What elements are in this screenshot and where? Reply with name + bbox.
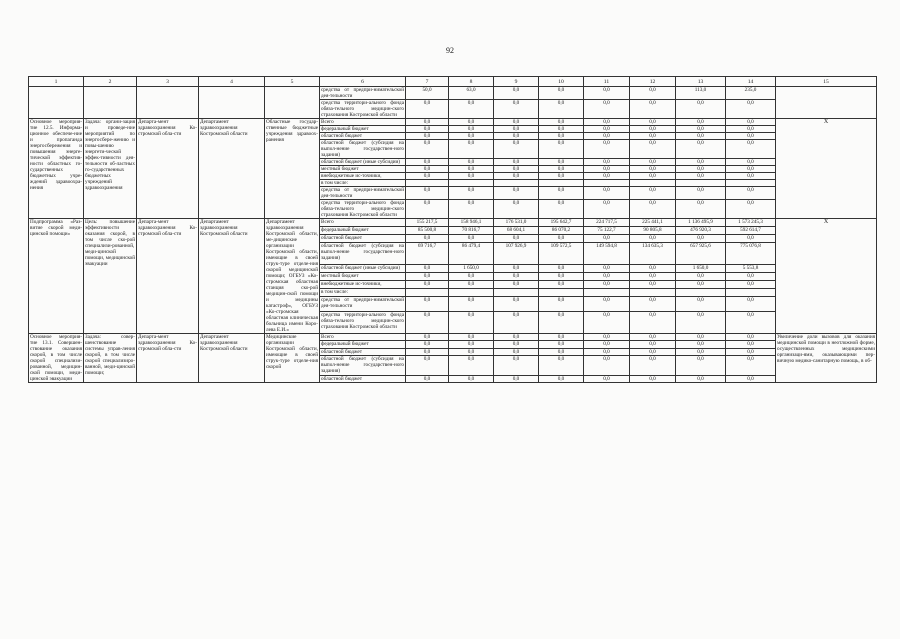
amount-cell: 0,0	[406, 159, 449, 166]
column-header: 15	[776, 77, 877, 87]
column-header: 1	[29, 77, 84, 87]
amount-cell: 0,0	[494, 312, 539, 334]
funding-source-cell: средства территори-ального фонда обяза-тельного медицин-ского страхования Костромской области	[321, 100, 404, 118]
amount-cell: 0,0	[726, 133, 776, 140]
amount-cell: 0,0	[494, 87, 539, 100]
column-header: 7	[406, 77, 449, 87]
amount-cell	[539, 289, 584, 297]
funding-source-cell: в том числе:	[320, 180, 406, 187]
amount-cell	[676, 289, 726, 297]
amount-cell: 0,0	[449, 173, 494, 180]
amount-cell	[494, 180, 539, 187]
amount-cell: 0,0	[449, 235, 494, 243]
amount-cell: 0,0	[584, 133, 630, 140]
amount-cell: 0,0	[406, 264, 449, 272]
amount-cell: 0,0	[584, 159, 630, 166]
amount-cell: 0,0	[494, 235, 539, 243]
amount-cell: 0,0	[584, 166, 630, 173]
amount-cell: 86 479,4	[449, 243, 494, 265]
column-header: 2	[84, 77, 137, 87]
amount-cell: 50,0	[406, 87, 449, 100]
amount-cell: 0,0	[584, 334, 630, 341]
amount-cell: 0,0	[630, 297, 676, 312]
amount-cell: 0,0	[539, 200, 584, 219]
expected-result-cell: X	[776, 119, 877, 219]
amount-cell	[449, 289, 494, 297]
expected-result-cell: X	[776, 219, 877, 334]
amount-cell: 0,0	[676, 133, 726, 140]
amount-cell	[406, 289, 449, 297]
goal-task-cell: Задача: совер-шенствование системы управ-ления скорой, в том числе скорой специализиро-ванной, меди-цинской помощи;	[84, 334, 137, 383]
amount-cell: 0,0	[630, 87, 676, 100]
amount-cell: 0,0	[630, 264, 676, 272]
amount-cell: 0,0	[494, 334, 539, 341]
amount-cell: 0,0	[449, 200, 494, 219]
amount-cell: 0,0	[494, 297, 539, 312]
amount-cell: 0,0	[406, 119, 449, 126]
amount-cell: 85 500,8	[406, 227, 449, 235]
amount-cell: 0,0	[494, 355, 539, 375]
amount-cell: 0,0	[449, 334, 494, 341]
amount-cell: 0,0	[726, 341, 776, 348]
responsible-executor-cell: Департа-мент здравоохранения Ко-стромской обла-сти	[137, 219, 199, 334]
amount-cell: 0,0	[539, 264, 584, 272]
amount-cell: 0,0	[630, 159, 676, 166]
amount-cell: 0,0	[584, 297, 630, 312]
empty-cell	[29, 87, 84, 119]
amount-cell: 0,0	[584, 187, 630, 200]
amount-cell: 0,0	[726, 173, 776, 180]
amount-cell: 70 816,7	[449, 227, 494, 235]
amount-cell: 0,0	[406, 173, 449, 180]
column-header: 11	[584, 77, 630, 87]
amount-cell: 0,0	[406, 187, 449, 200]
amount-cell: 775 076,8	[726, 243, 776, 265]
amount-cell: 0,0	[539, 334, 584, 341]
amount-cell: 0,0	[584, 273, 630, 281]
amount-cell: 0,0	[726, 100, 776, 119]
amount-cell: 63,0	[449, 87, 494, 100]
amount-cell: 0,0	[449, 273, 494, 281]
amount-cell: 0,0	[676, 355, 726, 375]
amount-cell: 0,0	[630, 140, 676, 159]
funding-source-cell: областной бюджет (субсидия на выпол-нение государствен-ного задания)	[320, 243, 406, 265]
amount-cell: 0,0	[539, 375, 584, 382]
amount-cell: 0,0	[726, 348, 776, 355]
funding-source-cell: средства от предпри-нимательской дея-тельности	[320, 297, 406, 312]
amount-cell: 0,0	[630, 187, 676, 200]
amount-cell: 0,0	[539, 355, 584, 375]
funding-source-cell: областной бюджет	[320, 235, 406, 243]
table-row	[29, 219, 877, 227]
administrator-cell: Департамент здравоохранения Костромской области	[199, 219, 265, 334]
amount-cell: 0,0	[406, 355, 449, 375]
amount-cell: 0,0	[494, 375, 539, 382]
funding-source-cell: внебюджетные ис-точники,	[320, 281, 406, 289]
funding-source-cell: местный бюджет	[320, 273, 406, 281]
amount-cell: 0,0	[539, 341, 584, 348]
amount-cell: 0,0	[726, 334, 776, 341]
amount-cell: 0,0	[630, 375, 676, 382]
amount-cell: 0,0	[630, 355, 676, 375]
amount-cell: 0,0	[726, 166, 776, 173]
amount-cell: 113,0	[676, 87, 726, 100]
expected-result-cell: Увеличение доли вызовов для оказания медицинской помощи в неотложной форме, осуществленных медицинскими организаци-ями, оказывающими пер-вичную медико-санитарную помощь, в об-	[776, 334, 877, 383]
amount-cell: 0,0	[584, 281, 630, 289]
amount-cell: 0,0	[539, 87, 584, 100]
amount-cell: 0,0	[584, 119, 630, 126]
amount-cell: 0,0	[630, 173, 676, 180]
amount-cell: 0,0	[584, 100, 630, 119]
budget-table	[28, 76, 877, 383]
amount-cell: 0,0	[406, 341, 449, 348]
amount-cell: 0,0	[676, 273, 726, 281]
empty-cell	[199, 87, 265, 119]
amount-cell: 0,0	[406, 297, 449, 312]
empty-cell	[776, 87, 877, 119]
amount-cell	[584, 180, 630, 187]
amount-cell: 0,0	[676, 235, 726, 243]
amount-cell: 0,0	[539, 100, 584, 119]
amount-cell: 0,0	[630, 100, 676, 119]
amount-cell: 0,0	[494, 187, 539, 200]
amount-cell: 0,0	[584, 140, 630, 159]
administrator-cell: Департамент здравоохранения Костромской области	[199, 334, 265, 383]
amount-cell: 109 572,5	[539, 243, 584, 265]
responsible-executor-cell: Департа-мент здравоохранения Ко-стромской обла-сти	[137, 119, 199, 219]
funding-source-cell: Всего	[320, 334, 406, 341]
amount-cell: 0,0	[676, 187, 726, 200]
funding-source-cell: средства территори-ального фонда обяза-тельного медицин-ского страхования Костромской области	[320, 312, 406, 334]
amount-cell: 0,0	[406, 235, 449, 243]
amount-cell: 592 614,7	[726, 227, 776, 235]
amount-cell: 1 573 245,3	[726, 219, 776, 227]
amount-cell: 0,0	[449, 281, 494, 289]
amount-cell: 0,0	[406, 312, 449, 334]
amount-cell: 0,0	[494, 281, 539, 289]
amount-cell: 0,0	[406, 133, 449, 140]
amount-cell: 0,0	[584, 87, 630, 100]
amount-cell: 0,0	[494, 348, 539, 355]
amount-cell: 0,0	[449, 159, 494, 166]
amount-cell: 0,0	[539, 273, 584, 281]
amount-cell: 0,0	[726, 159, 776, 166]
amount-cell: 0,0	[449, 348, 494, 355]
amount-cell: 0,0	[449, 166, 494, 173]
funding-source-cell: внебюджетные ис-точники,	[320, 173, 406, 180]
amount-cell: 0,0	[539, 235, 584, 243]
amount-cell: 176 531,0	[494, 219, 539, 227]
amount-cell: 0,0	[494, 119, 539, 126]
column-header: 10	[539, 77, 584, 87]
amount-cell: 0,0	[539, 126, 584, 133]
header-row	[29, 77, 877, 87]
column-header: 5	[265, 77, 320, 87]
amount-cell: 0,0	[494, 166, 539, 173]
amount-cell: 86 070,2	[539, 227, 584, 235]
responsible-executor-cell: Департа-мент здравоохранения Ко-стромской обла-сти	[137, 334, 199, 383]
amount-cell: 0,0	[494, 133, 539, 140]
funding-source-cell: средства от предпри-нимательской дея-тельности	[321, 187, 404, 199]
amount-cell	[630, 289, 676, 297]
amount-cell: 0,0	[449, 297, 494, 312]
amount-cell: 476 920,3	[676, 227, 726, 235]
amount-cell: 0,0	[676, 341, 726, 348]
amount-cell: 0,0	[406, 126, 449, 133]
amount-cell: 0,0	[449, 126, 494, 133]
amount-cell: 0,0	[676, 312, 726, 334]
amount-cell: 0,0	[539, 159, 584, 166]
amount-cell: 69 716,7	[406, 243, 449, 265]
amount-cell: 0,0	[584, 355, 630, 375]
funding-source-cell: областной бюджет	[320, 375, 406, 382]
amount-cell: 0,0	[726, 297, 776, 312]
amount-cell: 0,0	[494, 140, 539, 159]
amount-cell: 0,0	[539, 297, 584, 312]
amount-cell: 107 926,9	[494, 243, 539, 265]
amount-cell: 149 594,8	[584, 243, 630, 265]
amount-cell: 0,0	[630, 334, 676, 341]
amount-cell: 0,0	[494, 273, 539, 281]
amount-cell: 0,0	[494, 173, 539, 180]
amount-cell: 0,0	[676, 173, 726, 180]
amount-cell	[449, 180, 494, 187]
amount-cell: 0,0	[726, 187, 776, 200]
amount-cell: 0,0	[726, 126, 776, 133]
amount-cell: 0,0	[494, 341, 539, 348]
amount-cell: 0,0	[406, 375, 449, 382]
amount-cell: 0,0	[676, 119, 726, 126]
amount-cell: 0,0	[449, 140, 494, 159]
amount-cell: 0,0	[449, 133, 494, 140]
empty-cell	[137, 87, 199, 119]
amount-cell: 0,0	[726, 273, 776, 281]
amount-cell: 0,0	[449, 119, 494, 126]
column-header: 3	[137, 77, 199, 87]
amount-cell	[630, 180, 676, 187]
empty-cell	[84, 87, 137, 119]
funding-source-cell: местный бюджет	[320, 166, 406, 173]
funding-source-cell: федеральный бюджет	[320, 227, 406, 235]
amount-cell: 0,0	[630, 235, 676, 243]
amount-cell: 0,0	[584, 264, 630, 272]
amount-cell: 0,0	[630, 281, 676, 289]
funding-source-cell: средства от предпри-нимательской дея-тельности	[321, 87, 404, 99]
amount-cell: 0,0	[676, 100, 726, 119]
amount-cell: 0,0	[584, 341, 630, 348]
amount-cell: 75 122,7	[584, 227, 630, 235]
amount-cell: 0,0	[630, 341, 676, 348]
amount-cell: 0,0	[726, 200, 776, 219]
amount-cell: 1 650,0	[676, 264, 726, 272]
funding-source-cell: федеральный бюджет	[320, 341, 406, 348]
amount-cell: 0,0	[406, 140, 449, 159]
amount-cell: 0,0	[630, 200, 676, 219]
amount-cell: 0,0	[584, 375, 630, 382]
funding-source-cell: областной бюджет	[320, 348, 406, 355]
column-header: 9	[494, 77, 539, 87]
amount-cell: 0,0	[630, 312, 676, 334]
measure-name-cell: Основное мероприя-тие 12.5. Информа-ционное обеспече-ние и пропаганда энергосбережения и повышения энерге-тической эффектив-ности областных го-сударственных бюджетных учре-ждений здравоохра-нения	[29, 119, 84, 219]
funding-source-cell: в том числе:	[320, 289, 406, 297]
column-header: 4	[199, 77, 265, 87]
column-header: 6	[320, 77, 406, 87]
amount-cell: 0,0	[676, 297, 726, 312]
funding-source-cell: средства территори-ального фонда обяза-тельного медицин-ского страхования Костромской области	[321, 200, 404, 218]
amount-cell: 657 925,6	[676, 243, 726, 265]
amount-cell: 0,0	[494, 100, 539, 119]
funding-source-cell: областной бюджет (иные субсидии)	[320, 159, 406, 166]
amount-cell	[494, 289, 539, 297]
funding-source-cell: федеральный бюджет	[320, 126, 406, 133]
amount-cell: 0,0	[449, 312, 494, 334]
amount-cell: 0,0	[676, 166, 726, 173]
amount-cell: 0,0	[584, 200, 630, 219]
empty-cell	[265, 87, 320, 119]
amount-cell: 0,0	[630, 119, 676, 126]
amount-cell: 0,0	[630, 273, 676, 281]
amount-cell: 0,0	[676, 126, 726, 133]
amount-cell: 0,0	[406, 166, 449, 173]
amount-cell: 0,0	[584, 348, 630, 355]
column-header: 14	[726, 77, 776, 87]
amount-cell: 235,0	[726, 87, 776, 100]
amount-cell: 0,0	[676, 159, 726, 166]
amount-cell: 0,0	[494, 264, 539, 272]
funding-source-cell: Всего	[320, 219, 406, 227]
amount-cell: 0,0	[630, 348, 676, 355]
funding-source-cell: Всего	[320, 119, 406, 126]
amount-cell: 0,0	[676, 334, 726, 341]
amount-cell: 0,0	[539, 173, 584, 180]
amount-cell: 0,0	[539, 166, 584, 173]
amount-cell: 224 717,5	[584, 219, 630, 227]
amount-cell: 0,0	[406, 100, 449, 119]
amount-cell: 225 441,1	[630, 219, 676, 227]
goal-task-cell: Задача: органи-зация и проведе-ние мероприятий по энергосбере-жению и повы-шению энергети-ческой эффек-тивности дея-тельности об-ластных го-сударственных бюджетных учреждений здравоохранения	[84, 119, 137, 219]
column-header: 8	[449, 77, 494, 87]
page-number: 92	[446, 46, 454, 55]
amount-cell: 0,0	[449, 355, 494, 375]
measure-name-cell: Основное мероприя-тие 13.1. Совершен-ствование оказания скорой, в том числе скорой специализи-рованной, медицин-ской помощи, меди-цинской эвакуации	[30, 334, 82, 382]
amount-cell: 0,0	[494, 126, 539, 133]
amount-cell: 155 217,5	[406, 219, 449, 227]
amount-cell: 0,0	[726, 355, 776, 375]
amount-cell: 0,0	[539, 348, 584, 355]
amount-cell	[539, 180, 584, 187]
amount-cell	[676, 180, 726, 187]
amount-cell	[406, 180, 449, 187]
amount-cell: 1 136 495,9	[676, 219, 726, 227]
funding-source-cell: областной бюджет (субсидия на выпол-нение государствен-ного задания)	[321, 355, 404, 374]
funding-source-cell: областной бюджет	[320, 133, 406, 140]
amount-cell	[726, 289, 776, 297]
amount-cell: 0,0	[676, 281, 726, 289]
amount-cell: 68 604,1	[494, 227, 539, 235]
amount-cell: 0,0	[584, 173, 630, 180]
amount-cell: 0,0	[494, 200, 539, 219]
amount-cell: 0,0	[406, 334, 449, 341]
amount-cell: 0,0	[676, 200, 726, 219]
amount-cell: 0,0	[630, 166, 676, 173]
administrator-cell: Департамент здравоохранения Костромской области	[199, 119, 265, 219]
amount-cell: 0,0	[726, 140, 776, 159]
amount-cell: 90 805,8	[630, 227, 676, 235]
amount-cell: 0,0	[449, 100, 494, 119]
amount-cell: 0,0	[726, 281, 776, 289]
amount-cell: 0,0	[584, 235, 630, 243]
amount-cell: 0,0	[584, 312, 630, 334]
amount-cell: 0,0	[630, 126, 676, 133]
amount-cell: 5 553,8	[726, 264, 776, 272]
amount-cell: 0,0	[406, 200, 449, 219]
measure-name-cell: Подпрограмма «Раз-витие скорой меди-цинской помощи»	[29, 219, 84, 334]
amount-cell: 0,0	[726, 119, 776, 126]
amount-cell: 0,0	[539, 312, 584, 334]
amount-cell: 0,0	[449, 341, 494, 348]
amount-cell	[584, 289, 630, 297]
amount-cell: 0,0	[676, 348, 726, 355]
amount-cell: 0,0	[539, 119, 584, 126]
amount-cell: 0,0	[449, 187, 494, 200]
table-row	[29, 87, 877, 100]
column-header: 12	[630, 77, 676, 87]
amount-cell: 0,0	[676, 375, 726, 382]
amount-cell: 0,0	[584, 126, 630, 133]
amount-cell: 0,0	[406, 281, 449, 289]
amount-cell: 195 642,7	[539, 219, 584, 227]
participants-cell: Департамент здравоохранения Костромской области, ме-дицинские организации Костромской области, имеющие в своей струк-туре отделе-ния скорой медицинской помощи; ОГБУЗ «Ко-стромская областная станция ско-рой медицин-ской помощи и медицины катастроф», ОГБУЗ «Ко-стромская областная клиническая больница имени Коро-лева Е.И.»	[266, 219, 318, 333]
funding-source-cell: областной бюджет (субсидия на выпол-нение государствен-ного задания)	[321, 140, 404, 158]
amount-cell: 0,0	[406, 348, 449, 355]
table-row	[29, 334, 877, 341]
amount-cell: 0,0	[494, 159, 539, 166]
participants-cell: Областные государ-ственные бюджетные учреждения здравоох-ранения	[265, 119, 320, 219]
amount-cell: 134 635,3	[630, 243, 676, 265]
amount-cell: 0,0	[726, 375, 776, 382]
amount-cell: 0,0	[406, 273, 449, 281]
amount-cell: 0,0	[676, 140, 726, 159]
amount-cell: 0,0	[539, 187, 584, 200]
amount-cell: 0,0	[630, 133, 676, 140]
amount-cell: 0,0	[726, 235, 776, 243]
column-header: 13	[676, 77, 726, 87]
goal-task-cell: Цель: повышение эффективности оказания скорой, в том числе ско-рой специализи-рованной, меди-цинской помощи, медицинской эвакуации	[84, 219, 137, 334]
participants-cell: Медицинские организации Костромской области, имеющие в своей струк-туре отделе-ния скорой	[265, 334, 320, 383]
amount-cell: 0,0	[539, 281, 584, 289]
amount-cell	[726, 180, 776, 187]
amount-cell: 0,0	[449, 375, 494, 382]
amount-cell: 1 650,0	[449, 264, 494, 272]
amount-cell: 158 946,1	[449, 219, 494, 227]
amount-cell: 0,0	[539, 133, 584, 140]
amount-cell: 0,0	[539, 140, 584, 159]
table-row	[29, 119, 877, 126]
funding-source-cell: областной бюджет (иные субсидии)	[320, 264, 406, 272]
amount-cell: 0,0	[726, 312, 776, 334]
